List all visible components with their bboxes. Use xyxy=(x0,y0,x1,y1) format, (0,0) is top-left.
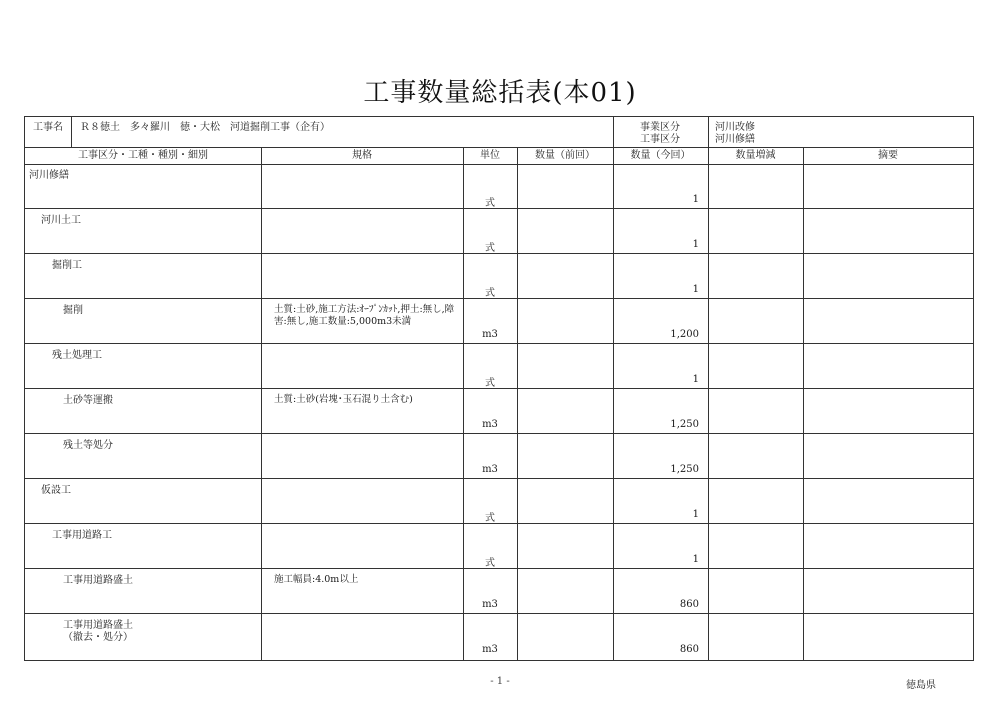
item-spec: 施工幅員:4.0m以上 xyxy=(274,574,359,585)
item-name: 河川土工 xyxy=(41,215,81,226)
item-qty-current: 1 xyxy=(692,554,699,565)
page-number: - 1 - xyxy=(490,676,510,687)
column-header: 規格 xyxy=(352,150,372,161)
item-qty-current: 1,250 xyxy=(670,419,699,430)
item-unit: m3 xyxy=(482,329,498,340)
item-unit: 式 xyxy=(485,558,495,569)
column-header: 数量増減 xyxy=(735,150,776,161)
table-row xyxy=(25,254,973,299)
item-name: 工事用道路盛土 xyxy=(63,575,133,586)
organization-name: 徳島県 xyxy=(906,680,936,691)
column-header-row xyxy=(25,147,973,165)
item-name: 土砂等運搬 xyxy=(63,395,113,406)
table-body xyxy=(25,164,973,660)
item-unit: 式 xyxy=(485,513,495,524)
item-name: 河川修繕 xyxy=(29,170,69,181)
item-unit: m3 xyxy=(482,464,498,475)
item-qty-current: 860 xyxy=(679,599,699,610)
table-row xyxy=(25,164,973,209)
item-unit: 式 xyxy=(485,378,495,389)
item-qty-current: 860 xyxy=(679,644,699,655)
column-header: 数量（今回） xyxy=(630,150,691,161)
item-unit: 式 xyxy=(485,288,495,299)
project-name-label: 工事名 xyxy=(33,122,63,133)
item-unit: 式 xyxy=(485,198,495,209)
item-name: 仮設工 xyxy=(41,485,71,496)
item-name: 工事用道路盛土 （撤去・処分） xyxy=(63,620,133,643)
table-row xyxy=(25,524,973,569)
table-row xyxy=(25,299,973,344)
item-unit: m3 xyxy=(482,419,498,430)
item-name: 工事用道路工 xyxy=(52,530,112,541)
table-row xyxy=(25,209,973,254)
table-row xyxy=(25,569,973,614)
table-header-block xyxy=(25,117,973,148)
item-qty-current: 1 xyxy=(692,509,699,520)
item-qty-current: 1 xyxy=(692,374,699,385)
table-row xyxy=(25,614,973,660)
table-row xyxy=(25,344,973,389)
document-title: 工事数量総括表(本01) xyxy=(363,78,637,108)
column-header: 単位 xyxy=(480,150,500,161)
construction-class-value: 河川修繕 xyxy=(715,134,755,145)
business-class-label: 事業区分 xyxy=(640,122,680,133)
item-qty-current: 1 xyxy=(692,194,699,205)
item-name: 残土処理工 xyxy=(52,350,102,361)
item-unit: m3 xyxy=(482,599,498,610)
column-header: 摘要 xyxy=(878,150,898,161)
table-row xyxy=(25,434,973,479)
item-name: 掘削工 xyxy=(52,260,82,271)
column-header: 工事区分・工種・種別・細別 xyxy=(78,150,208,161)
item-qty-current: 1,250 xyxy=(670,464,699,475)
table-row xyxy=(25,389,973,434)
item-qty-current: 1 xyxy=(692,239,699,250)
construction-class-label: 工事区分 xyxy=(640,134,680,145)
table-row xyxy=(25,479,973,524)
item-spec: 土質:土砂,施工方法:ｵｰﾌﾟﾝｶｯﾄ,押土:無し,障害:無し,施工数量:5,000m3未満 xyxy=(274,304,455,327)
summary-table xyxy=(24,116,974,661)
item-qty-current: 1 xyxy=(692,284,699,295)
project-name: Ｒ８徳土 多々羅川 徳・大松 河道掘削工事（企有） xyxy=(80,122,330,133)
item-qty-current: 1,200 xyxy=(670,329,699,340)
item-unit: m3 xyxy=(482,644,498,655)
item-name: 残土等処分 xyxy=(63,440,113,451)
business-class-value: 河川改修 xyxy=(715,122,755,133)
item-unit: 式 xyxy=(485,243,495,254)
item-name: 掘削 xyxy=(63,305,83,316)
column-header: 数量（前回） xyxy=(535,150,595,161)
item-spec: 土質:土砂(岩塊･玉石混り土含む) xyxy=(274,394,413,405)
